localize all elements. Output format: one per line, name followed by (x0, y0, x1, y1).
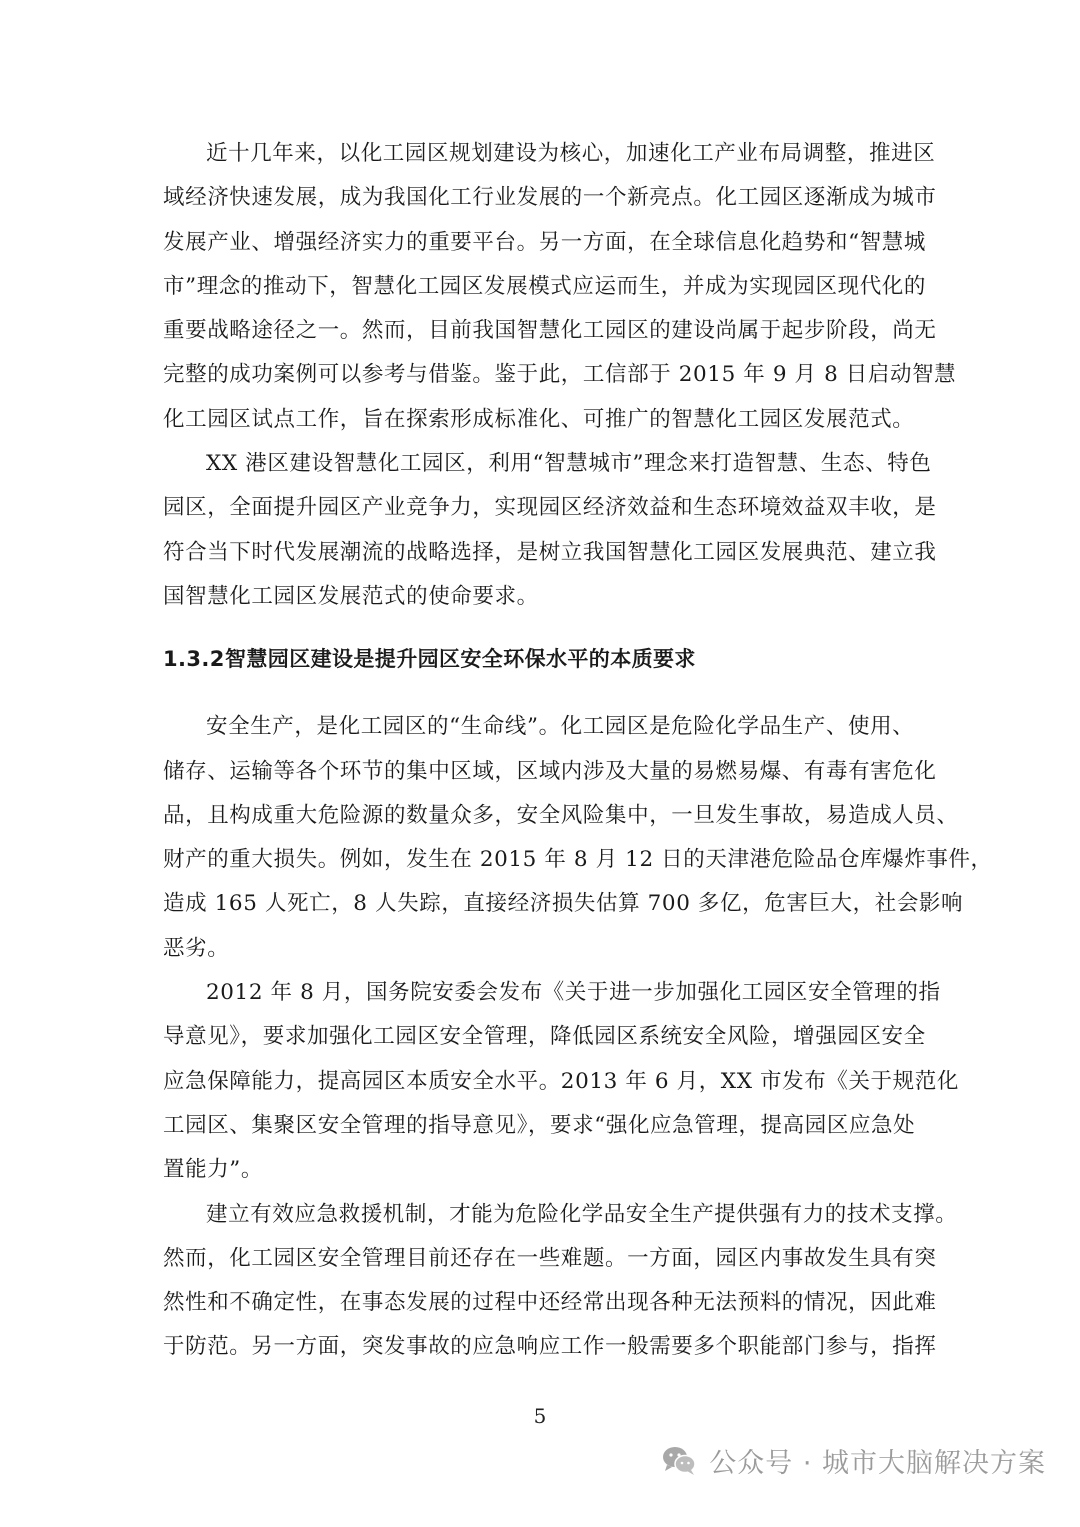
text-line: 符合当下时代发展潮流的战略选择，是树立我国智慧化工园区发展典范、建立我 (163, 539, 937, 565)
paragraph (163, 705, 993, 971)
document-body (163, 132, 993, 1370)
text-line: XX 港区建设智慧化工园区，利用“智慧城市”理念来打造智慧、生态、特色 (206, 451, 932, 477)
text-line: 发展产业、增强经济实力的重要平台。另一方面，在全球信息化趋势和“智慧城 (163, 229, 926, 255)
text-line: 置能力”。 (163, 1157, 263, 1183)
text-line: 2012 年 8 月，国务院安委会发布《关于进一步加强化工园区安全管理的指 (206, 980, 941, 1006)
text-line: 工园区、集聚区安全管理的指导意见》，要求“强化应急管理，提高园区应急处 (163, 1112, 916, 1138)
watermark (659, 1434, 1046, 1486)
section-number: 1.3.2 (163, 647, 225, 672)
text-line: 导意见》，要求加强化工园区安全管理，降低园区系统安全风险，增强园区安全 (163, 1024, 926, 1050)
wechat-icon (659, 1440, 699, 1480)
section-heading (163, 643, 919, 675)
text-line: 品，且构成重大危险源的数量众多，安全风险集中，一旦发生事故，易造成人员、 (163, 802, 959, 828)
text-line: 市”理念的推动下，智慧化工园区发展模式应运而生，并成为实现园区现代化的 (163, 273, 926, 299)
paragraph (163, 1193, 958, 1370)
text-line: 然而，化工园区安全管理目前还存在一些难题。一方面，园区内事故发生具有突 (163, 1245, 937, 1271)
text-line: 造成 165 人死亡，8 人失踪，直接经济损失估算 700 多亿，危害巨大，社会影响 (163, 891, 964, 917)
text-line: 然性和不确定性，在事态发展的过程中还经常出现各种无法预料的情况，因此难 (163, 1290, 937, 1316)
section-title: 智慧园区建设是提升园区安全环保水平的本质要求 (225, 647, 696, 672)
text-line: 应急保障能力，提高园区本质安全水平。2013 年 6 月，XX 市发布《关于规范化 (163, 1068, 959, 1094)
paragraph (163, 132, 957, 442)
text-line: 于防范。另一方面，突发事故的应急响应工作一般需要多个职能部门参与，指挥 (163, 1334, 937, 1360)
text-line: 建立有效应急救援机制，才能为危险化学品安全生产提供强有力的技术支撑。 (206, 1201, 958, 1227)
text-line: 化工园区试点工作，旨在探索形成标准化、可推广的智慧化工园区发展范式。 (163, 406, 915, 432)
text-line: 域经济快速发展，成为我国化工行业发展的一个新亮点。化工园区逐渐成为城市 (163, 185, 937, 211)
paragraph (163, 442, 937, 619)
text-line: 重要战略途径之一。然而，目前我国智慧化工园区的建设尚属于起步阶段，尚无 (163, 318, 937, 344)
text-line: 园区，全面提升园区产业竞争力，实现园区经济效益和生态环境效益双丰收，是 (163, 495, 937, 521)
text-line: 国智慧化工园区发展范式的使命要求。 (163, 583, 539, 609)
text-line: 恶劣。 (163, 935, 230, 961)
text-line: 完整的成功案例可以参考与借鉴。鉴于此，工信部于 2015 年 9 月 8 日启动智慧 (163, 362, 957, 388)
watermark-text: 公众号 · 城市大脑解决方案 (709, 1447, 1046, 1479)
text-line: 安全生产，是化工园区的“生命线”。化工园区是危险化学品生产、使用、 (206, 714, 915, 740)
text-line: 储存、运输等各个环节的集中区域，区域内涉及大量的易燃易爆、有毒有害危化 (163, 758, 937, 784)
text-line: 财产的重大损失。例如，发生在 2015 年 8 月 12 日的天津港危险品仓库爆炸事件， (163, 847, 993, 873)
text-line: 近十几年来，以化工园区规划建设为核心，加速化工产业布局调整，推进区 (206, 141, 936, 166)
paragraph (163, 971, 959, 1192)
page-number: 5 (533, 1404, 547, 1428)
